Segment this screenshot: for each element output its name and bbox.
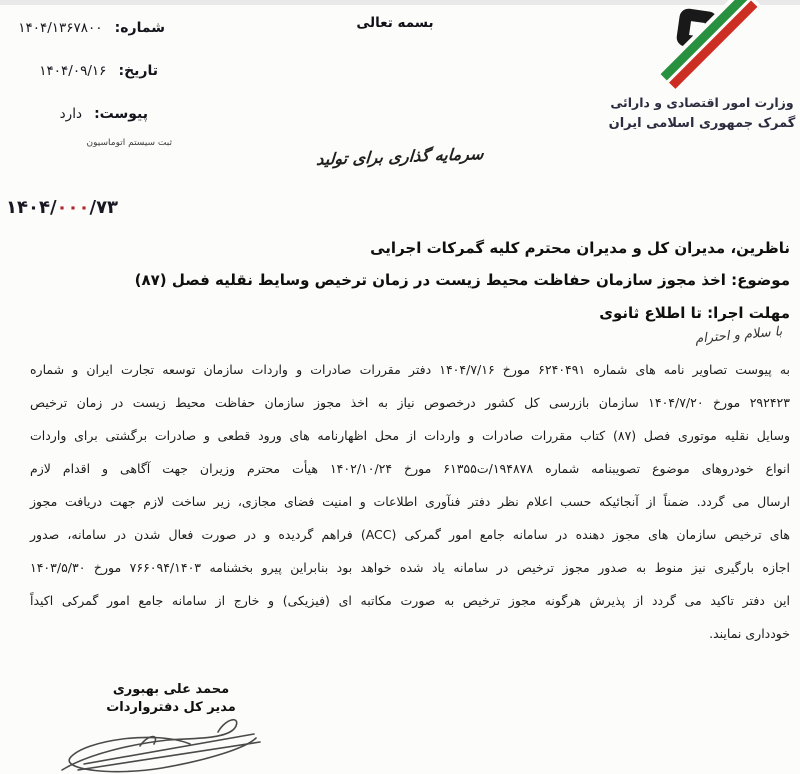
- body-line: اجازه بارگیری نیز منوط به صدور مجوز ترخیص در سامانه یاد شده خواهد بود بنابراین پیرو بخشنامه ۷۶۶۰۹۴/۱۴۰۳ مورخ ۱۴۰۳/۵/۳۰: [30, 560, 790, 575]
- signature-scribble: [40, 714, 295, 774]
- addressee-line: ناظرین، مدیران کل و مدیران محترم کلیه گمرکات اجرایی: [370, 239, 790, 257]
- body-line: انواع خودروهای موضوع تصویبنامه شماره ۱۹۴۸۷۸/ت۶۱۳۵۵ مورخ ۱۴۰۲/۱۰/۲۴ هیأت محترم وزیران جهت آگاهی و اقدام لازم: [30, 461, 790, 476]
- body-line: این دفتر تاکید می گردد از پذیرش هرگونه مجوز ترخیص به صورت مکاتبه ای (فیزیکی) و خارج از سامانه جامع امور گمرکی اکیداً: [30, 593, 790, 608]
- reference-number-zeros: ۰۰۰: [56, 197, 90, 218]
- signer-title: مدیر کل دفترواردات: [106, 700, 236, 715]
- letter-date-value: ۱۴۰۴/۰۹/۱۶: [39, 63, 107, 79]
- subject-line: موضوع: اخذ مجوز سازمان حفاظت محیط زیست در زمان ترخیص وسایط نقلیه فصل (۸۷): [134, 271, 790, 289]
- letter-body: [30, 353, 790, 650]
- automation-note: ثبت سیستم اتوماسیون: [86, 138, 172, 148]
- signer-name: محمد علی بهبوری: [112, 682, 230, 697]
- ministry-name: وزارت امور اقتصادی و دارائی: [610, 95, 794, 110]
- body-line: ۲۹۲۴۲۳ مورخ ۱۴۰۴/۷/۲۰ سازمان بازرسی کل کشور درخصوص نیاز به اخذ مجوز سازمان حفاظت محیط زیست در زمان ترخیص: [30, 395, 790, 410]
- slogan-text: سرمایه گذاری برای تولید: [315, 144, 485, 169]
- letter-attachment-value: دارد: [59, 106, 82, 122]
- body-line: خودداری نمایند.: [709, 626, 790, 641]
- customs-logo-icon: [662, 4, 754, 92]
- handwritten-greeting: با سلام و احترام: [694, 324, 783, 347]
- letter-date-row: [39, 60, 158, 79]
- letter-number-row: [18, 17, 165, 36]
- deadline-line: مهلت اجرا: تا اطلاع ثانوی: [599, 304, 790, 322]
- reference-number: [6, 197, 118, 218]
- letter-date-label: تاریخ:: [118, 63, 158, 79]
- letter-attachment-row: [60, 103, 148, 122]
- body-line: های ترخیص سازمان های مجوز دهنده در سامانه جامع امور گمرکی (ACC) فراهم گردیده و در صورت فعال شدن در سامانه، صدور: [30, 527, 790, 542]
- body-line: وسایل نقلیه موتوری فصل (۸۷) کتاب مقررات صادرات و واردات از محل اظهارنامه های ورود قطعی و صادرات برگشتی برای واردات: [30, 428, 791, 443]
- letter-number-value: ۱۴۰۴/۱۳۶۷۸۰۰: [18, 20, 103, 36]
- letter-number-label: شماره:: [114, 20, 165, 36]
- body-line: ارسال می گردد. ضمناً از آنجائیکه حسب اعلام نظر دفتر فنآوری اطلاعات و امنیت فضای مجازی، زیر ساخت لازم جهت دریافت مجوز: [30, 494, 790, 509]
- basmala-text: بسمه تعالی: [356, 15, 434, 31]
- letter-attachment-label: پیوست:: [94, 106, 148, 122]
- organization-name: گمرک جمهوری اسلامی ایران: [608, 116, 796, 131]
- reference-number-part2: /۷۳: [89, 197, 119, 218]
- reference-number-part1: ۱۴۰۴/: [6, 197, 57, 218]
- body-line: به پیوست تصاویر نامه های شماره ۶۲۴۰۴۹۱ مورخ ۱۴۰۴/۷/۱۶ دفتر مقررات صادرات و واردات سازمان توسعه تجارت ایران و شماره: [30, 362, 790, 377]
